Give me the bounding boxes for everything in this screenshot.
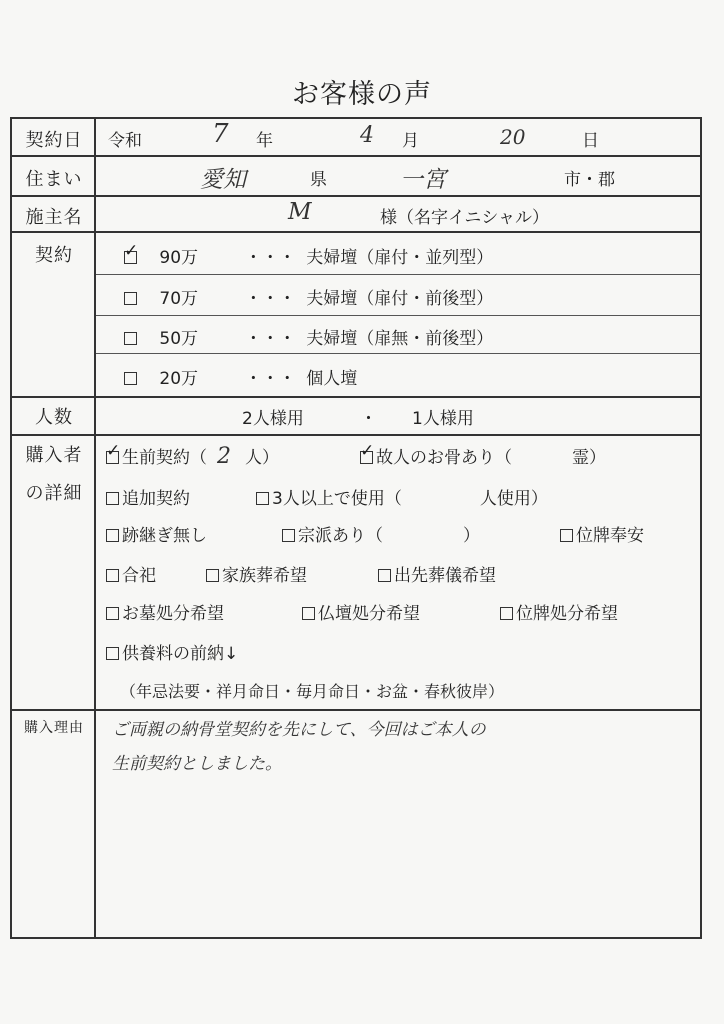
plan-option[interactable] [124,243,493,268]
tablet-disposal-label: 位牌処分希望 [516,604,618,624]
survey-form [10,117,702,939]
altar-disposal-label: 仏壇処分希望 [318,604,420,624]
check-mark-icon: ✓ [360,441,375,461]
outside-funeral-label: 出先葬儀希望 [394,566,496,586]
three-plus-unit: 人使用） [479,489,548,509]
label-buyer-details-1: 購入者 [25,445,83,466]
pre-need-count[interactable]: 2 [217,444,231,469]
label-contract: 契約 [35,245,73,266]
sect-close: ） [463,526,480,546]
checkbox[interactable] [106,569,119,582]
row-divider [12,709,700,711]
grave-disposal-label: お墓処分希望 [122,604,224,624]
sect-option[interactable] [282,521,480,546]
row-divider [12,155,700,157]
plan-divider [96,353,700,354]
no-successor-option[interactable] [106,521,207,546]
plan-divider [96,315,700,316]
remains-option[interactable] [360,443,606,468]
sect-label: 宗派あり（ [298,526,383,546]
label-client-name: 施主名 [25,207,83,228]
remains-label: 故人のお骨あり（ [376,448,512,468]
page-title: お客様の声 [292,79,432,110]
additional-label: 追加契約 [122,489,190,509]
row-divider [12,434,700,436]
checkbox[interactable] [500,607,513,620]
checkbox[interactable] [206,569,219,582]
pre-need-unit: 人） [245,448,279,468]
checkbox[interactable] [256,492,269,505]
plan-price: 20万 [159,369,199,389]
prefecture-value[interactable]: 愛知 [200,167,246,193]
row-divider [12,231,700,233]
month-unit: 月 [402,131,419,151]
checkbox[interactable] [124,372,137,385]
checkbox[interactable] [360,441,375,464]
month-value[interactable]: 4 [360,123,374,148]
plan-price: 90万 [159,248,199,268]
no-successor-label: 跡継ぎ無し [122,526,207,546]
prepay-option[interactable] [106,639,238,664]
label-contract-date: 契約日 [25,130,83,151]
joint-label: 合祀 [122,566,156,586]
tablet-disposal-option[interactable] [500,599,618,624]
plan-dots: ・・・ [244,369,296,389]
client-suffix: 様（名字イニシャル） [380,208,549,228]
additional-option[interactable] [106,484,190,509]
checkbox[interactable] [378,569,391,582]
plan-option[interactable] [124,284,493,309]
three-plus-label: 3人以上で使用（ [272,489,402,509]
year-unit: 年 [256,131,273,151]
checkbox[interactable] [106,529,119,542]
checkbox[interactable] [106,647,119,660]
people-one[interactable]: 1人様用 [412,409,474,429]
city-unit: 市・郡 [564,170,615,190]
tablet-enshrine-option[interactable] [560,521,644,546]
row-divider [12,195,700,197]
checkbox[interactable] [560,529,573,542]
joint-option[interactable] [106,561,156,586]
remains-unit: 霊） [572,448,606,468]
checkbox[interactable] [302,607,315,620]
plan-dots: ・・・ [244,248,296,268]
checkbox[interactable] [106,441,121,464]
plan-dots: ・・・ [244,289,296,309]
checkbox[interactable] [124,332,137,345]
check-mark-icon: ✓ [106,441,121,461]
day-value[interactable]: 20 [500,125,526,149]
checkbox[interactable] [124,292,137,305]
prepay-label: 供養料の前納↓ [122,644,239,664]
plan-option[interactable] [124,324,493,349]
altar-disposal-option[interactable] [302,599,420,624]
day-unit: 日 [582,131,599,151]
plan-desc: 夫婦壇（扉無・前後型） [306,329,494,349]
plan-desc: 個人壇 [306,369,358,389]
plan-option[interactable] [124,364,357,389]
label-buyer-details-2: の詳細 [25,483,83,504]
plan-desc: 夫婦壇（扉付・前後型） [306,289,494,309]
plan-price: 70万 [159,289,199,309]
checkbox[interactable] [106,492,119,505]
plan-dots: ・・・ [244,329,296,349]
client-initial[interactable]: M [288,199,312,225]
people-sep: ・ [360,409,377,429]
people-two[interactable]: 2人様用 [242,409,304,429]
plan-divider [96,274,700,275]
pre-need-option[interactable] [106,443,279,469]
city-value[interactable]: 一宮 [400,167,446,193]
row-divider [12,396,700,398]
year-value[interactable]: 7 [212,119,229,149]
plan-desc: 夫婦壇（扉付・並列型） [306,248,494,268]
pre-need-label: 生前契約（ [122,448,207,468]
three-plus-option[interactable] [256,484,548,509]
grave-disposal-option[interactable] [106,599,224,624]
tablet-enshrine-label: 位牌奉安 [576,526,644,546]
label-people-count: 人数 [35,407,73,428]
check-mark-icon: ✓ [124,241,139,261]
reason-line-1[interactable]: ご両親の納骨堂契約を先にして、今回はご本人の [112,720,486,740]
era-label: 令和 [108,131,142,151]
family-funeral-label: 家族葬希望 [222,566,307,586]
plan-price: 50万 [159,329,199,349]
checkbox[interactable] [106,607,119,620]
family-funeral-option[interactable] [206,561,307,586]
prepay-note: （年忌法要・祥月命日・毎月命日・お盆・春秋彼岸） [120,682,505,701]
checkbox[interactable] [282,529,295,542]
prefecture-unit: 県 [310,170,327,190]
label-reason: 購入理由 [24,720,84,736]
outside-funeral-option[interactable] [378,561,496,586]
reason-line-2[interactable]: 生前契約としました。 [112,754,282,774]
checkbox[interactable] [124,241,139,264]
label-residence: 住まい [25,169,83,190]
